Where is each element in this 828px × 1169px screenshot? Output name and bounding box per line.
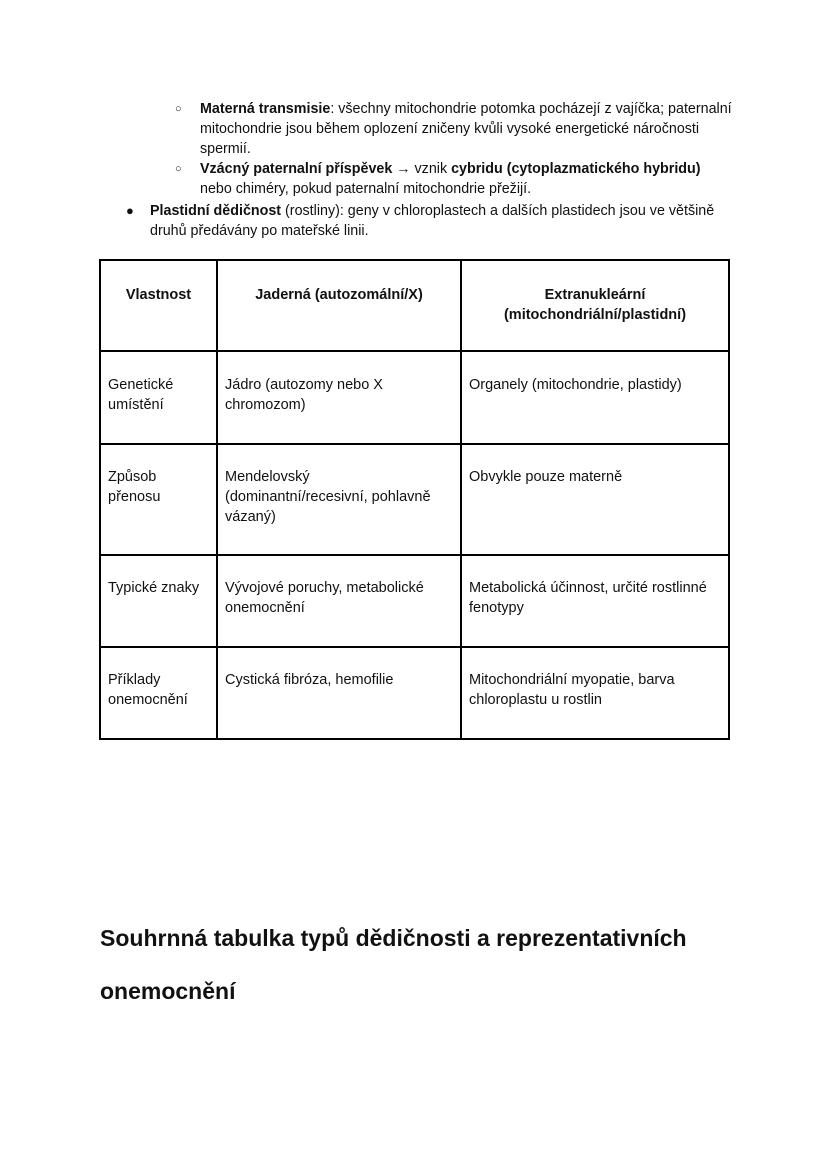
paternal-contribution-text-b: nebo chiméry, pokud paternalní mitochondrie přežijí.: [200, 181, 532, 197]
table-cell: Mendelovský (dominantní/recesivní, pohlavně vázaný): [217, 444, 461, 555]
plastid-inheritance-text: (rostliny): geny v chloroplastech a dalších plastidech jsou ve většině druhů předávány po mateřské linii.: [150, 203, 715, 239]
table-cell: Metabolická účinnost, určité rostlinné fenotypy: [461, 555, 729, 647]
bullet-list: [122, 201, 742, 241]
table-cell: Organely (mitochondrie, plastidy): [461, 351, 729, 444]
column-header-nuclear: Jaderná (autozomální/X): [217, 260, 461, 351]
paternal-contribution-text-a: → vznik: [392, 161, 452, 177]
inheritance-comparison-table: [99, 259, 730, 740]
table-row: [100, 647, 729, 739]
term-plastid-inheritance: Plastidní dědičnost: [150, 203, 282, 219]
table-cell: Obvykle pouze materně: [461, 444, 729, 555]
table-cell: Cystická fibróza, hemofilie: [217, 647, 461, 739]
table-row: [100, 555, 729, 647]
filled-circle-bullet-icon: ●: [126, 203, 134, 218]
section-heading: Souhrnná tabulka typů dědičnosti a reprezentativních onemocnění: [100, 925, 687, 1004]
table-cell: Genetické umístění: [100, 351, 217, 444]
list-item-maternal-transmission: [172, 99, 732, 159]
list-item-plastid-inheritance: [122, 201, 742, 241]
hollow-circle-bullet-icon: ○: [175, 103, 182, 115]
column-header-property: Vlastnost: [100, 260, 217, 351]
term-paternal-contribution: Vzácný paternalní příspěvek: [200, 161, 393, 177]
table-cell: Jádro (autozomy nebo X chromozom): [217, 351, 461, 444]
term-cybrid: cybridu (cytoplazmatického hybridu): [451, 161, 701, 177]
table-row: [100, 444, 729, 555]
table-cell: Příklady onemocnění: [100, 647, 217, 739]
column-header-extranuclear: Extranukleární (mitochondriální/plastidní): [461, 260, 729, 351]
table-header-row: [100, 260, 729, 351]
sub-bullet-list: [172, 99, 732, 199]
list-item-paternal-contribution: [172, 159, 732, 199]
table-row: [100, 351, 729, 444]
hollow-circle-bullet-icon: ○: [175, 163, 182, 175]
table-cell: Mitochondriální myopatie, barva chloroplastu u rostlin: [461, 647, 729, 739]
table-cell: Typické znaky: [100, 555, 217, 647]
table-cell: Způsob přenosu: [100, 444, 217, 555]
term-maternal-transmission: Materná transmisie: [200, 101, 331, 117]
maternal-transmission-text: : všechny mitochondrie potomka pocházejí z vajíčka; paternalní mitochondrie jsou během oplození zničeny kvůli vysoké energetické náročnosti spermií.: [200, 101, 732, 157]
table-cell: Vývojové poruchy, metabolické onemocnění: [217, 555, 461, 647]
